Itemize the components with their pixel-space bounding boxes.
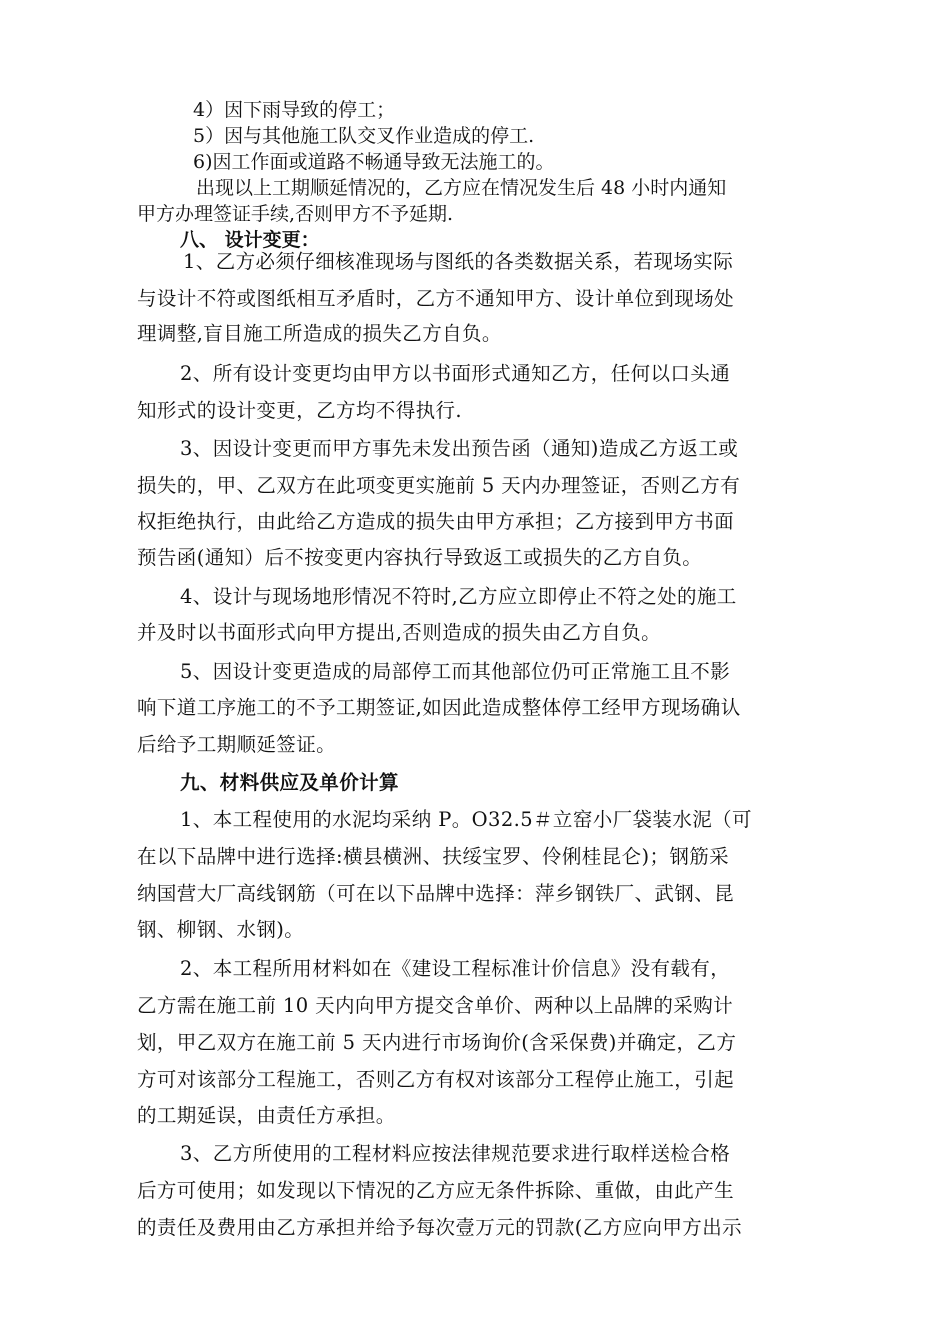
paragraph-line: 知形式的设计变更，乙方均不得执行.: [137, 399, 462, 422]
paragraph-line: 3、乙方所使用的工程材料应按法律规范要求进行取样送检合格: [180, 1142, 731, 1165]
list-item-cross-work-stoppage: 5）因与其他施工队交叉作业造成的停工.: [193, 125, 535, 147]
paragraph-line: 与设计不符或图纸相互矛盾时，乙方不通知甲方、设计单位到现场处: [137, 287, 735, 310]
list-item-access-stoppage: 6)因工作面或道路不畅通导致无法施工的。: [193, 151, 555, 173]
paragraph-line: 钢、柳钢、水钢)。: [137, 918, 305, 941]
paragraph-line: 损失的，甲、乙双方在此项变更实施前 5 天内办理签证，否则乙方有: [137, 474, 741, 497]
paragraph-line: 后给予工期顺延签证。: [137, 733, 337, 756]
paragraph-line: 出现以上工期顺延情况的，乙方应在情况发生后 48 小时内通知: [196, 177, 727, 199]
paragraph-line: 权拒绝执行，由此给乙方造成的损失由甲方承担；乙方接到甲方书面: [137, 510, 735, 533]
section-heading-design-change: 八、 设计变更：: [180, 229, 320, 251]
paragraph-line: 5、因设计变更造成的局部停工而其他部位仍可正常施工且不影: [180, 660, 731, 683]
paragraph-line: 1、乙方必须仔细核准现场与图纸的各类数据关系，若现场实际: [183, 250, 734, 273]
paragraph-line: 的工期延误，由责任方承担。: [137, 1104, 396, 1127]
paragraph-line: 甲方办理签证手续,否则甲方不予延期.: [137, 203, 454, 225]
paragraph-line: 4、设计与现场地形情况不符时,乙方应立即停止不符之处的施工: [180, 585, 737, 608]
paragraph-line: 理调整,盲目施工所造成的损失乙方自负。: [137, 322, 502, 345]
paragraph-line: 乙方需在施工前 10 天内向甲方提交含单价、两种以上品牌的采购计: [137, 994, 734, 1017]
section-heading-material-supply: 九、材料供应及单价计算: [180, 771, 399, 794]
paragraph-line: 响下道工序施工的不予工期签证,如因此造成整体停工经甲方现场确认: [137, 696, 741, 719]
paragraph-line: 方可对该部分工程施工，否则乙方有权对该部分工程停止施工，引起: [137, 1068, 735, 1091]
paragraph-line: 后方可使用；如发现以下情况的乙方应无条件拆除、重做，由此产生: [137, 1179, 735, 1202]
paragraph-line: 划，甲乙双方在施工前 5 天内进行市场询价(含采保费)并确定，乙方: [137, 1031, 737, 1054]
paragraph-line: 在以下品牌中进行选择:横县横洲、扶绥宝罗、伶俐桂昆仑)；钢筋采: [137, 845, 730, 868]
paragraph-line: 预告函(通知）后不按变更内容执行导致返工或损失的乙方自负。: [137, 546, 703, 569]
list-item-rain-stoppage: 4）因下雨导致的停工；: [193, 99, 396, 121]
paragraph-line: 2、所有设计变更均由甲方以书面形式通知乙方，任何以口头通: [180, 362, 731, 385]
paragraph-line: 的责任及费用由乙方承担并给予每次壹万元的罚款(乙方应向甲方出示: [137, 1216, 743, 1239]
paragraph-line: 并及时以书面形式向甲方提出,否则造成的损失由乙方自负。: [137, 621, 661, 644]
paragraph-line: 3、因设计变更而甲方事先未发出预告函（通知)造成乙方返工或: [180, 437, 739, 460]
paragraph-line: 2、本工程所用材料如在《建设工程标准计价信息》没有载有，: [180, 957, 731, 980]
paragraph-line: 纳国营大厂高线钢筋（可在以下品牌中选择：萍乡钢铁厂、武钢、昆: [137, 882, 735, 905]
paragraph-line: 1、本工程使用的水泥均采纳 P。O32.5＃立窑小厂袋装水泥（可: [180, 808, 752, 831]
